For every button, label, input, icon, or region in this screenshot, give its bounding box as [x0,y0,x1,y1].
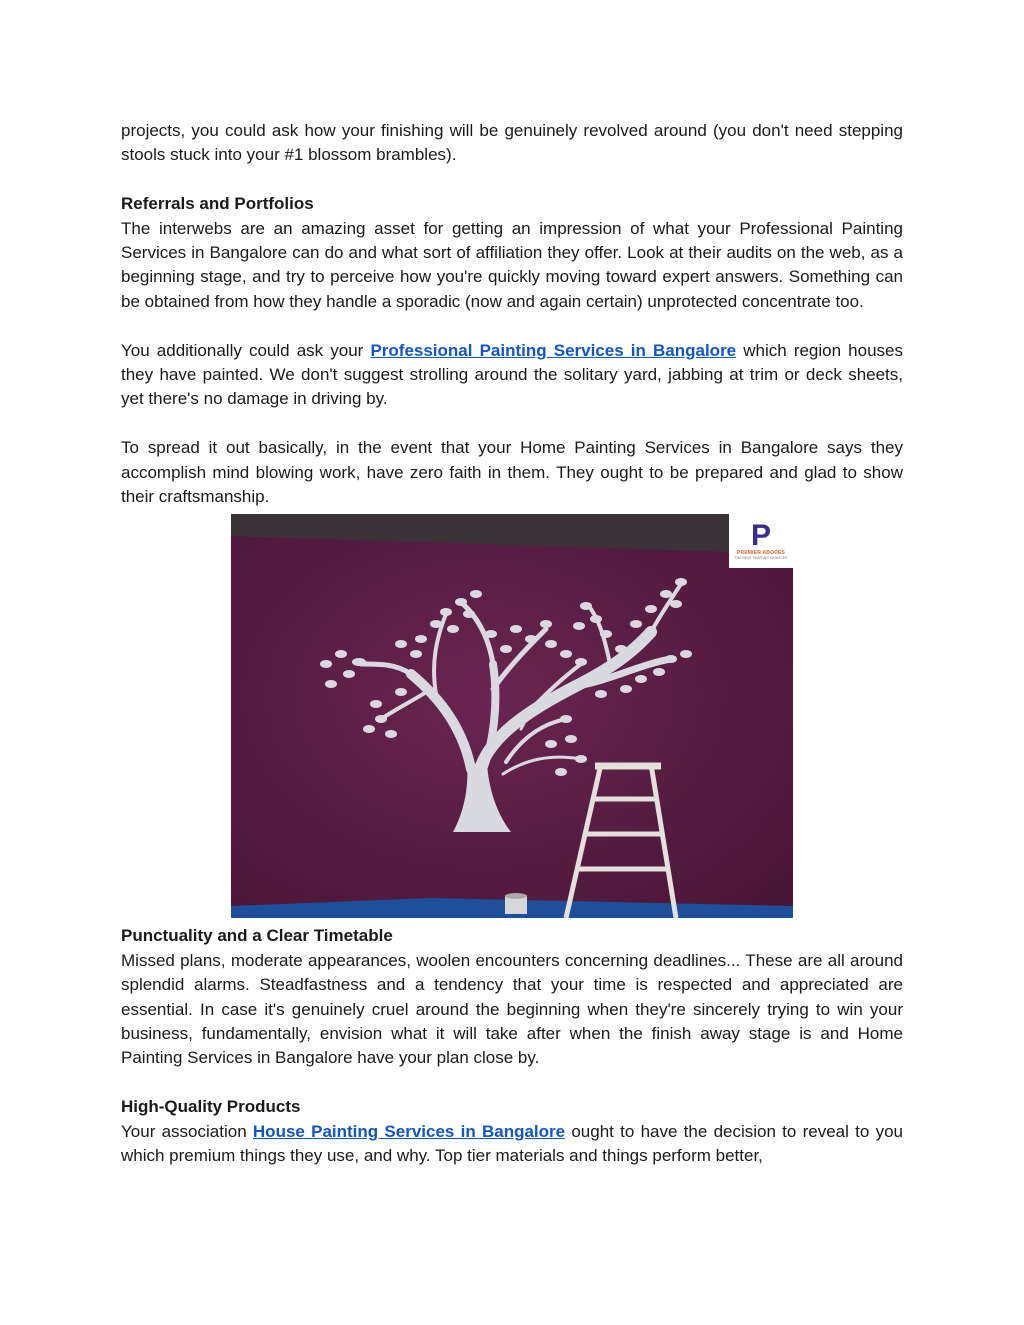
document-page [121,119,903,1169]
wall-mural-photo [231,514,793,918]
paragraph-products-after: ought to have the decision to reveal to you which premium things they use, and why. Top tier materials and things perform better, [121,1121,903,1166]
brand-logo [729,514,793,568]
heading-products: High-Quality Products [121,1097,301,1117]
logo-mark: P [750,519,771,553]
heading-referrals: Referrals and Portfolios [121,194,314,214]
paint-can [505,893,527,914]
paragraph-referrals: The interwebs are an amazing asset for getting an impression of what your Professional Painting Services in Bangalore can do and what sort of affiliation they offer. Look at their audits on the web, as a beginning stage, and try to perceive how you're quickly moving toward expert answers. Something can be obtained from how they handle a sporadic (now and again certain) unprotected concentrate too. [121,218,903,311]
logo-text: PREMIER ABODES [736,550,786,557]
link-house-painting[interactable]: House Painting Services in Bangalore [252,1121,566,1141]
tree-mural-illustration [231,514,793,918]
paragraph-ask-before: You additionally could ask your [121,340,371,360]
paragraph-intro: projects, you could ask how your finishing will be genuinely revolved around (you don't need stepping stools stuck into your #1 blossom brambles). [121,121,903,165]
paragraph-spread: To spread it out basically, in the event that your Home Painting Services in Bangalore says they accomplish mind blowing work, have zero faith in them. They ought to be prepared and glad to show their craftsmanship. [121,438,903,507]
wall-background [231,514,793,918]
paragraph-punctuality: Missed plans, moderate appearances, woolen encounters concerning deadlines... These are all around splendid alarms. Steadfastness and a tendency that your time is respected and appreciated are essential. In case it's genuinely cruel around the beginning when they're sincerely trying to win your business, fundamentally, envision what it will take after when the finish away stage is and Home Painting Services in Bangalore have your plan close by. [121,950,903,1068]
logo-subtitle: THE BEST PAINTING SERVICES [734,556,788,561]
paragraph-products-before: Your association [121,1121,253,1141]
paragraph-ask [121,339,903,412]
paragraph-ask-after: which region houses they have painted. We don't suggest strolling around the solitary yard, jabbing at trim or deck sheets, yet there's no damage in driving by. [121,340,903,409]
link-professional-painting[interactable]: Professional Painting Services in Bangalore [370,340,737,360]
paragraph-products [121,1120,903,1169]
heading-punctuality: Punctuality and a Clear Timetable [121,926,393,946]
